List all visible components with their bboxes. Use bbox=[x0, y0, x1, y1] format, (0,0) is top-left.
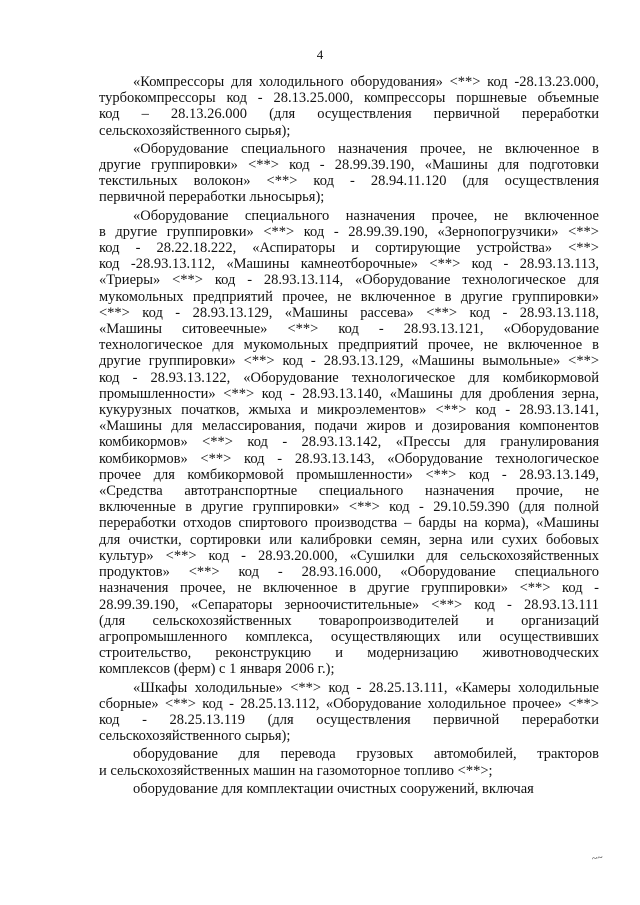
paragraph bbox=[99, 781, 599, 797]
document-body bbox=[99, 74, 599, 799]
text-line: строительство, реконструкцию и модернизацию животноводческих bbox=[99, 645, 599, 662]
text-line: кукурузных початков, жмыха и микроэлементов» <**> код - 28.93.13.141, bbox=[99, 402, 599, 419]
margin-mark: ~~ bbox=[591, 852, 604, 865]
text-line: продуктов» <**> код - 28.93.16.000, «Оборудование специального bbox=[99, 564, 599, 581]
text-line: «Машины для мелассирования, подачи жиров и дозирования компонентов bbox=[99, 418, 599, 435]
text-line: текстильных волокон» <**> код - 28.94.11.120 (для осуществления bbox=[99, 173, 599, 190]
text-line: мукомольных предприятий прочее, не включенное в другие группировки» bbox=[99, 288, 599, 305]
text-line: «Машины ситовеечные» <**> код - 28.93.13.121, «Оборудование bbox=[99, 321, 599, 338]
text-line: другие группировки» <**> код - 28.93.13.129, «Машины вымольные» <**> bbox=[99, 353, 599, 370]
text-line: оборудование для перевода грузовых автомобилей, тракторов bbox=[133, 746, 599, 763]
text-line: «Компрессоры для холодильного оборудования» <**> код -28.13.23.000, bbox=[133, 74, 599, 90]
text-line: первичной переработки льносырья); bbox=[99, 189, 325, 206]
paragraph bbox=[99, 208, 599, 678]
page-number: 4 bbox=[316, 47, 324, 62]
text-line: «Средства автотранспортные специального назначения прочие, не bbox=[99, 483, 599, 500]
text-line: переработки отходов спиртового производства – барды на корма), «Машины bbox=[99, 515, 599, 532]
text-line: в другие группировки» <**> код - 28.99.39.190, «Зернопогрузчики» <**> bbox=[99, 223, 599, 240]
text-line: и сельскохозяйственных машин на газомоторное топливо <**>; bbox=[99, 762, 493, 779]
text-line: код - 28.22.18.222, «Аспираторы и сортирующие устройства» <**> bbox=[99, 240, 599, 257]
text-line: технологическое для мукомольных предприятий прочее, не включенное в bbox=[99, 337, 599, 354]
text-line: агропромышленного комплекса, осуществляющих или осуществивших bbox=[99, 628, 599, 645]
text-line: (для сельскохозяйственных товаропроизводителей и организаций bbox=[99, 612, 599, 629]
text-line: прочее для комбикормовой промышленности» <**> код - 28.93.13.149, bbox=[99, 466, 599, 483]
paragraph bbox=[99, 74, 599, 139]
text-line: 28.99.39.190, «Сепараторы зерноочистительные» <**> код - 28.93.13.111 bbox=[99, 596, 599, 613]
text-line: включенные в другие группировки» <**> код - 29.10.59.390 (для полной bbox=[99, 499, 599, 516]
text-line: <**> код - 28.93.13.129, «Машины рассева» <**> код - 28.93.13.118, bbox=[99, 304, 599, 321]
paragraph bbox=[99, 680, 599, 745]
text-line: «Триеры» <**> код - 28.93.13.114, «Оборудование технологическое для bbox=[99, 272, 599, 289]
paragraph bbox=[99, 141, 599, 206]
text-line: комбикормов» <**> код - 28.93.13.142, «Прессы для гранулирования bbox=[99, 434, 599, 451]
text-line: «Шкафы холодильные» <**> код - 28.25.13.111, «Камеры холодильные bbox=[133, 679, 599, 696]
text-line: оборудование для комплектации очистных сооружений, включая bbox=[133, 780, 534, 797]
text-line: код – 28.13.26.000 (для осуществления первичной переработки bbox=[99, 106, 599, 123]
text-line: промышленности» <**> код - 28.93.13.140, «Машины для дробления зерна, bbox=[99, 385, 599, 402]
text-line: для очистки, сортировки или калибровки семян, зерна или сухих бобовых bbox=[99, 531, 599, 548]
text-line: «Оборудование специального назначения прочее, не включенное в bbox=[133, 140, 599, 157]
text-line: турбокомпрессоры код - 28.13.25.000, компрессоры поршневые объемные bbox=[99, 90, 599, 107]
text-line: сборные» <**> код - 28.25.13.112, «Оборудование холодильное прочее» <**> bbox=[99, 695, 599, 712]
text-line: код - 28.93.13.122, «Оборудование технологическое для комбикормовой bbox=[99, 369, 599, 386]
text-line: код - 28.25.13.119 (для осуществления первичной переработки bbox=[99, 711, 599, 728]
text-line: «Оборудование специального назначения прочее, не включенное bbox=[133, 207, 599, 224]
text-line: сельскохозяйственного сырья); bbox=[99, 728, 291, 745]
text-line: назначения прочее, не включенное в другие группировки» <**> код - bbox=[99, 580, 599, 597]
text-line: сельскохозяйственного сырья); bbox=[99, 122, 291, 139]
text-line: код -28.93.13.112, «Машины камнеотборочные» <**> код - 28.93.13.113, bbox=[99, 256, 599, 273]
text-line: комплексов (ферм) с 1 января 2006 г.); bbox=[99, 661, 335, 678]
paragraph bbox=[99, 746, 599, 778]
text-line: комбикормов» <**> код - 28.93.13.143, «Оборудование технологическое bbox=[99, 450, 599, 467]
text-line: культур» <**> код - 28.93.20.000, «Сушилки для сельскохозяйственных bbox=[99, 547, 599, 564]
text-line: другие группировки» <**> код - 28.99.39.190, «Машины для подготовки bbox=[99, 157, 599, 174]
